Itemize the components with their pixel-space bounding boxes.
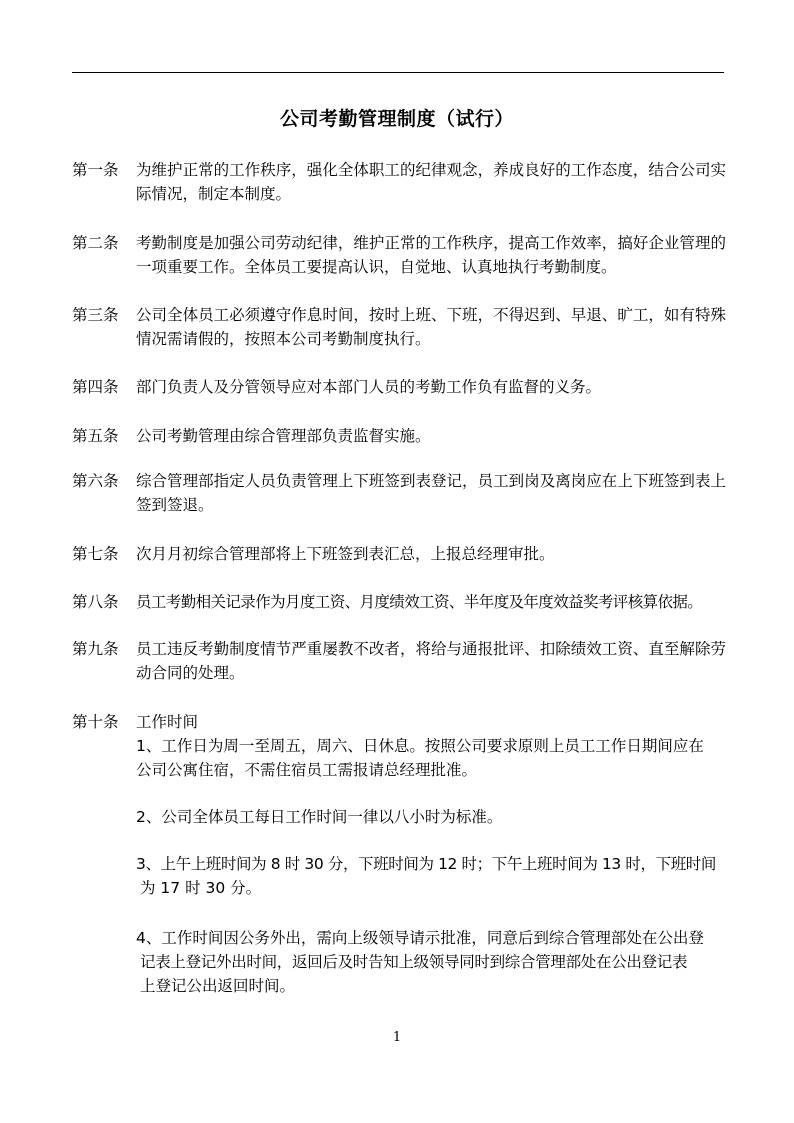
item-line: 2、公司全体员工每日工作时间一律以八小时为标准。 [136, 808, 503, 826]
article-number: 第七条 [72, 545, 119, 563]
article-number: 第五条 [72, 427, 119, 445]
article-text: 工作时间 [136, 713, 199, 731]
article-text: 综合管理部指定人员负责管理上下班签到表登记，员工到岗及离岗应在上下班签到表上签到签退。 [136, 472, 726, 514]
article-text: 考勤制度是加强公司劳动纪律，维护正常的工作秩序，提高工作效率，搞好企业管理的一项重要工作。全体员工要提高认识，自觉地、认真地执行考勤制度。 [136, 234, 726, 276]
item-line: 上登记公出返回时间。 [140, 977, 296, 995]
article-number: 第四条 [72, 378, 119, 396]
item-line: 为 17 时 30 分。 [140, 879, 262, 897]
item-line: 4、工作时间因公务外出，需向上级领导请示批准，同意后到综合管理部处在公出登 [136, 929, 704, 947]
article-3 [72, 303, 732, 351]
article-text: 员工考勤相关记录作为月度工资、月度绩效工资、半年度及年度效益奖考评核算依据。 [136, 593, 703, 611]
article-text: 员工违反考勤制度情节严重屡教不改者，将给与通报批评、扣除绩效工资、直至解除劳动合同的处理。 [136, 640, 726, 682]
article-7 [72, 542, 732, 566]
article-number: 第一条 [72, 161, 119, 179]
article-text: 为维护正常的工作秩序，强化全体职工的纪律观念，养成良好的工作态度，结合公司实际情况，制定本制度。 [136, 161, 726, 203]
article-2 [72, 231, 732, 279]
article-text: 部门负责人及分管领导应对本部门人员的考勤工作负有监督的义务。 [136, 378, 602, 396]
article-1 [72, 158, 732, 206]
article-number: 第九条 [72, 640, 119, 658]
item-line: 1、工作日为周一至周五，周六、日休息。按照公司要求原则上员工工作日期间应在 [136, 737, 704, 755]
item-line: 公司公寓住宿，不需住宿员工需报请总经理批准。 [136, 761, 478, 779]
article-number: 第二条 [72, 234, 119, 252]
article-number: 第十条 [72, 713, 119, 731]
work-time-item-2 [136, 805, 726, 829]
article-5 [72, 424, 732, 448]
document-title: 公司考勤管理制度（试行） [279, 108, 514, 130]
article-text: 次月月初综合管理部将上下班签到表汇总，上报总经理审批。 [136, 545, 555, 563]
work-time-item-1 [136, 734, 726, 782]
article-8 [72, 590, 732, 614]
work-time-item-3 [136, 852, 726, 900]
article-10 [72, 710, 732, 734]
article-number: 第八条 [72, 593, 119, 611]
article-text: 公司考勤管理由综合管理部负责监督实施。 [136, 427, 431, 445]
header-rule [72, 72, 724, 73]
article-9 [72, 637, 732, 685]
page-number: 1 [392, 1030, 402, 1045]
article-number: 第三条 [72, 306, 119, 324]
article-6 [72, 469, 732, 517]
article-4 [72, 375, 732, 399]
article-text: 公司全体员工必须遵守作息时间，按时上班、下班，不得迟到、早退、旷工，如有特殊情况需请假的，按照本公司考勤制度执行。 [136, 306, 726, 348]
item-line: 3、上午上班时间为 8 时 30 分，下班时间为 12 时；下午上班时间为 13 时，下班时间 [136, 855, 717, 873]
article-number: 第六条 [72, 472, 119, 490]
work-time-item-4 [136, 926, 726, 998]
item-line: 记表上登记外出时间，返回后及时告知上级领导同时到综合管理部处在公出登记表 [140, 953, 688, 971]
